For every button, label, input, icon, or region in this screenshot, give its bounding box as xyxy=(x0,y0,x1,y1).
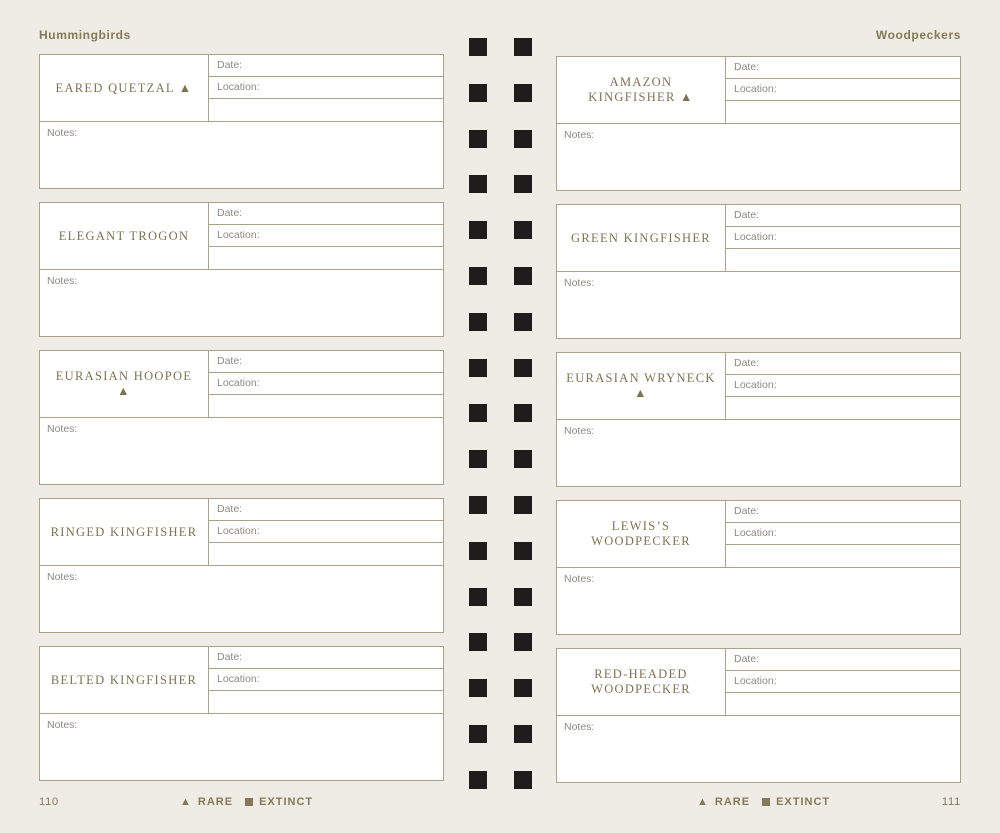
rare-triangle-icon: ▲ xyxy=(180,796,192,808)
binding-hole xyxy=(514,267,532,285)
binding-hole xyxy=(514,771,532,789)
location-label: Location: xyxy=(734,527,777,539)
binding-hole xyxy=(514,38,532,56)
date-label: Date: xyxy=(217,651,243,663)
binding-hole xyxy=(514,633,532,651)
binding-hole xyxy=(514,313,532,331)
page-number-left: 110 xyxy=(39,796,59,808)
binding-hole xyxy=(469,450,487,468)
location-field-extra-line[interactable] xyxy=(209,99,443,122)
extinct-square-icon xyxy=(762,798,770,806)
date-field[interactable] xyxy=(209,499,443,521)
notes-label: Notes: xyxy=(47,571,78,583)
location-field-extra-line[interactable] xyxy=(726,545,960,568)
binding-hole xyxy=(469,221,487,239)
binding-hole xyxy=(514,84,532,102)
binding-hole xyxy=(514,496,532,514)
date-field[interactable] xyxy=(209,647,443,669)
date-label: Date: xyxy=(217,207,243,219)
binding-hole xyxy=(514,450,532,468)
date-field[interactable] xyxy=(209,55,443,77)
location-field[interactable] xyxy=(209,77,443,99)
legend-left xyxy=(180,796,313,808)
bird-name: EARED QUETZAL ▲ xyxy=(40,55,209,122)
date-label: Date: xyxy=(734,209,760,221)
binding-hole xyxy=(469,633,487,651)
binding-hole xyxy=(469,267,487,285)
location-field[interactable] xyxy=(726,671,960,693)
location-label: Location: xyxy=(217,673,260,685)
location-label: Location: xyxy=(217,525,260,537)
section-title-left: Hummingbirds xyxy=(39,28,131,42)
location-field-extra-line[interactable] xyxy=(726,249,960,272)
location-field[interactable] xyxy=(726,523,960,545)
bird-name: GREEN KINGFISHER xyxy=(557,205,726,272)
bird-card xyxy=(556,352,961,487)
bird-card xyxy=(556,648,961,783)
location-label: Location: xyxy=(734,231,777,243)
location-field[interactable] xyxy=(726,79,960,101)
date-field[interactable] xyxy=(726,501,960,523)
binding-hole xyxy=(469,38,487,56)
date-label: Date: xyxy=(217,355,243,367)
bird-card xyxy=(556,56,961,191)
location-field[interactable] xyxy=(209,669,443,691)
date-field[interactable] xyxy=(726,205,960,227)
binding-hole xyxy=(469,542,487,560)
location-field-extra-line[interactable] xyxy=(209,247,443,270)
notes-label: Notes: xyxy=(564,721,595,733)
bird-name: EURASIAN HOOPOE ▲ xyxy=(40,351,209,418)
location-field-extra-line[interactable] xyxy=(726,693,960,716)
binding-hole xyxy=(514,404,532,422)
extinct-square-icon xyxy=(245,798,253,806)
date-label: Date: xyxy=(734,357,760,369)
binding-hole xyxy=(514,679,532,697)
bird-name: ELEGANT TROGON xyxy=(40,203,209,270)
date-field[interactable] xyxy=(726,57,960,79)
date-field[interactable] xyxy=(209,203,443,225)
binding-hole xyxy=(514,542,532,560)
page-number-right: 111 xyxy=(941,796,961,808)
binding-hole xyxy=(469,496,487,514)
legend-extinct: EXTINCT xyxy=(259,796,314,808)
location-label: Location: xyxy=(734,83,777,95)
location-field-extra-line[interactable] xyxy=(726,101,960,124)
bird-card xyxy=(556,204,961,339)
legend-right xyxy=(697,796,830,808)
legend-extinct: EXTINCT xyxy=(776,796,831,808)
binding-hole xyxy=(469,313,487,331)
location-field-extra-line[interactable] xyxy=(209,691,443,714)
bird-card xyxy=(39,646,444,781)
date-label: Date: xyxy=(734,61,760,73)
notes-label: Notes: xyxy=(47,719,78,731)
binding-hole xyxy=(469,404,487,422)
date-label: Date: xyxy=(734,505,760,517)
legend-rare: RARE xyxy=(197,796,234,808)
location-label: Location: xyxy=(734,379,777,391)
location-label: Location: xyxy=(217,229,260,241)
date-label: Date: xyxy=(217,59,243,71)
bird-name: RINGED KINGFISHER xyxy=(40,499,209,566)
binding-hole xyxy=(514,725,532,743)
notes-label: Notes: xyxy=(564,425,595,437)
location-field[interactable] xyxy=(209,373,443,395)
notes-label: Notes: xyxy=(564,129,595,141)
location-field[interactable] xyxy=(726,227,960,249)
bird-name: AMAZON KINGFISHER ▲ xyxy=(557,57,726,124)
location-label: Location: xyxy=(217,377,260,389)
location-field[interactable] xyxy=(209,225,443,247)
date-label: Date: xyxy=(217,503,243,515)
date-field[interactable] xyxy=(726,353,960,375)
bird-card xyxy=(39,350,444,485)
notes-label: Notes: xyxy=(47,275,78,287)
bird-card xyxy=(39,202,444,337)
binding-hole xyxy=(469,175,487,193)
bird-card xyxy=(556,500,961,635)
bird-name: BELTED KINGFISHER xyxy=(40,647,209,714)
date-field[interactable] xyxy=(726,649,960,671)
bird-card xyxy=(39,498,444,633)
location-field-extra-line[interactable] xyxy=(209,543,443,566)
date-field[interactable] xyxy=(209,351,443,373)
binding-hole xyxy=(514,175,532,193)
date-label: Date: xyxy=(734,653,760,665)
bird-name: LEWIS’S WOODPECKER xyxy=(557,501,726,568)
location-label: Location: xyxy=(734,675,777,687)
binding-hole xyxy=(469,588,487,606)
notes-label: Notes: xyxy=(564,277,595,289)
binding-hole xyxy=(469,679,487,697)
notes-label: Notes: xyxy=(564,573,595,585)
bird-name: RED-HEADED WOODPECKER xyxy=(557,649,726,716)
binding-hole xyxy=(469,84,487,102)
binding-hole xyxy=(469,359,487,377)
binding-hole xyxy=(514,130,532,148)
bird-name: EURASIAN WRYNECK ▲ xyxy=(557,353,726,420)
location-field-extra-line[interactable] xyxy=(726,397,960,420)
notes-label: Notes: xyxy=(47,127,78,139)
binding-hole xyxy=(469,130,487,148)
legend-rare: RARE xyxy=(714,796,751,808)
bird-card xyxy=(39,54,444,189)
notes-label: Notes: xyxy=(47,423,78,435)
binding-hole xyxy=(514,588,532,606)
section-title-right: Woodpeckers xyxy=(875,28,961,42)
location-field[interactable] xyxy=(726,375,960,397)
binding-hole xyxy=(469,725,487,743)
binding-hole xyxy=(514,359,532,377)
binding-hole xyxy=(469,771,487,789)
location-field-extra-line[interactable] xyxy=(209,395,443,418)
location-label: Location: xyxy=(217,81,260,93)
binding-hole xyxy=(514,221,532,239)
location-field[interactable] xyxy=(209,521,443,543)
rare-triangle-icon: ▲ xyxy=(697,796,709,808)
